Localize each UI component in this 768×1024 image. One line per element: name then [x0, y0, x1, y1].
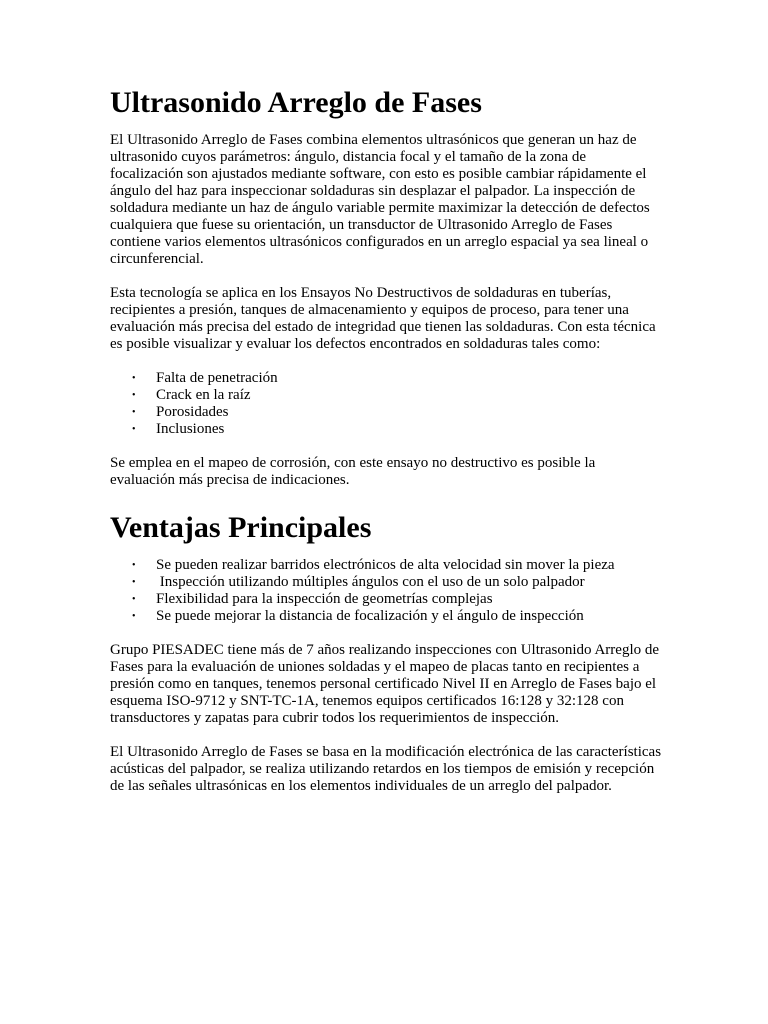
list-item [110, 608, 662, 625]
bullet-icon: • [132, 611, 136, 622]
bullet-icon: • [132, 577, 136, 588]
bullet-icon: • [132, 424, 136, 435]
list-item [110, 574, 662, 591]
page-title: Ultrasonido Arreglo de Fases [110, 86, 482, 119]
closing-paragraph-1: Grupo PIESADEC tiene más de 7 años realizando inspecciones con Ultrasonido Arreglo de Fases para la evaluación de uniones soldadas y el mapeo de placas tanto en recipientes a presión como en tanques, tenemos personal certificado Nivel II en Arreglo de Fases bajo el esquema ISO-9712 y SNT-TC-1A, tenemos equipos certificados 16:128 y 32:128 con transductores y zapatas para cubrir todos los requerimientos de inspección. [110, 642, 660, 726]
list-item-text: Se pueden realizar barridos electrónicos de alta velocidad sin mover la pieza [156, 557, 615, 573]
list-item [110, 557, 662, 574]
list-item [110, 370, 662, 387]
corrosion-paragraph: Se emplea en el mapeo de corrosión, con este ensayo no destructivo es posible la evaluación más precisa de indicaciones. [110, 455, 596, 488]
advantages-list [110, 557, 662, 625]
list-item-text: Crack en la raíz [156, 387, 251, 403]
list-item-text: Se puede mejorar la distancia de focalización y el ángulo de inspección [156, 608, 584, 624]
list-item [110, 591, 662, 608]
list-item [110, 421, 662, 438]
intro-paragraph-1: El Ultrasonido Arreglo de Fases combina elementos ultrasónicos que generan un haz de ultrasonido cuyos parámetros: ángulo, distancia focal y el tamaño de la zona de focalización son ajustados mediante software, con esto es posible cambiar rápidamente el ángulo del haz para inspeccionar soldaduras sin desplazar el palpador. La inspección de soldadura mediante un haz de ángulo variable permite maximizar la detección de defectos cualquiera que fuese su orientación, un transductor de Ultrasonido Arreglo de Fases contiene varios elementos ultrasónicos configurados en un arreglo espacial ya sea lineal o circunferencial. [110, 132, 650, 267]
defects-list [110, 370, 662, 438]
list-item [110, 387, 662, 404]
bullet-icon: • [132, 407, 136, 418]
list-item-text: Porosidades [156, 404, 229, 420]
intro-paragraph-2: Esta tecnología se aplica en los Ensayos No Destructivos de soldaduras en tuberías, recipientes a presión, tanques de almacenamiento y equipos de proceso, para tener una evaluación más precisa del estado de integridad que tienen las soldaduras. Con esta técnica es posible visualizar y evaluar los defectos encontrados en soldaduras tales como: [110, 285, 656, 352]
list-item-text: Falta de penetración [156, 370, 278, 386]
list-item-text: Inclusiones [156, 421, 225, 437]
list-item-text: Flexibilidad para la inspección de geometrías complejas [156, 591, 493, 607]
document-page [110, 86, 662, 812]
list-item-text: Inspección utilizando múltiples ángulos con el uso de un solo palpador [156, 574, 585, 590]
bullet-icon: • [132, 373, 136, 384]
closing-paragraph-2: El Ultrasonido Arreglo de Fases se basa en la modificación electrónica de las características acústicas del palpador, se realiza utilizando retardos en los tiempos de emisión y recepción de las señales ultrasónicas en los elementos individuales de un arreglo del palpador. [110, 744, 662, 794]
bullet-icon: • [132, 390, 136, 401]
advantages-heading: Ventajas Principales [110, 511, 372, 544]
bullet-icon: • [132, 594, 136, 605]
list-item [110, 404, 662, 421]
bullet-icon: • [132, 560, 136, 571]
